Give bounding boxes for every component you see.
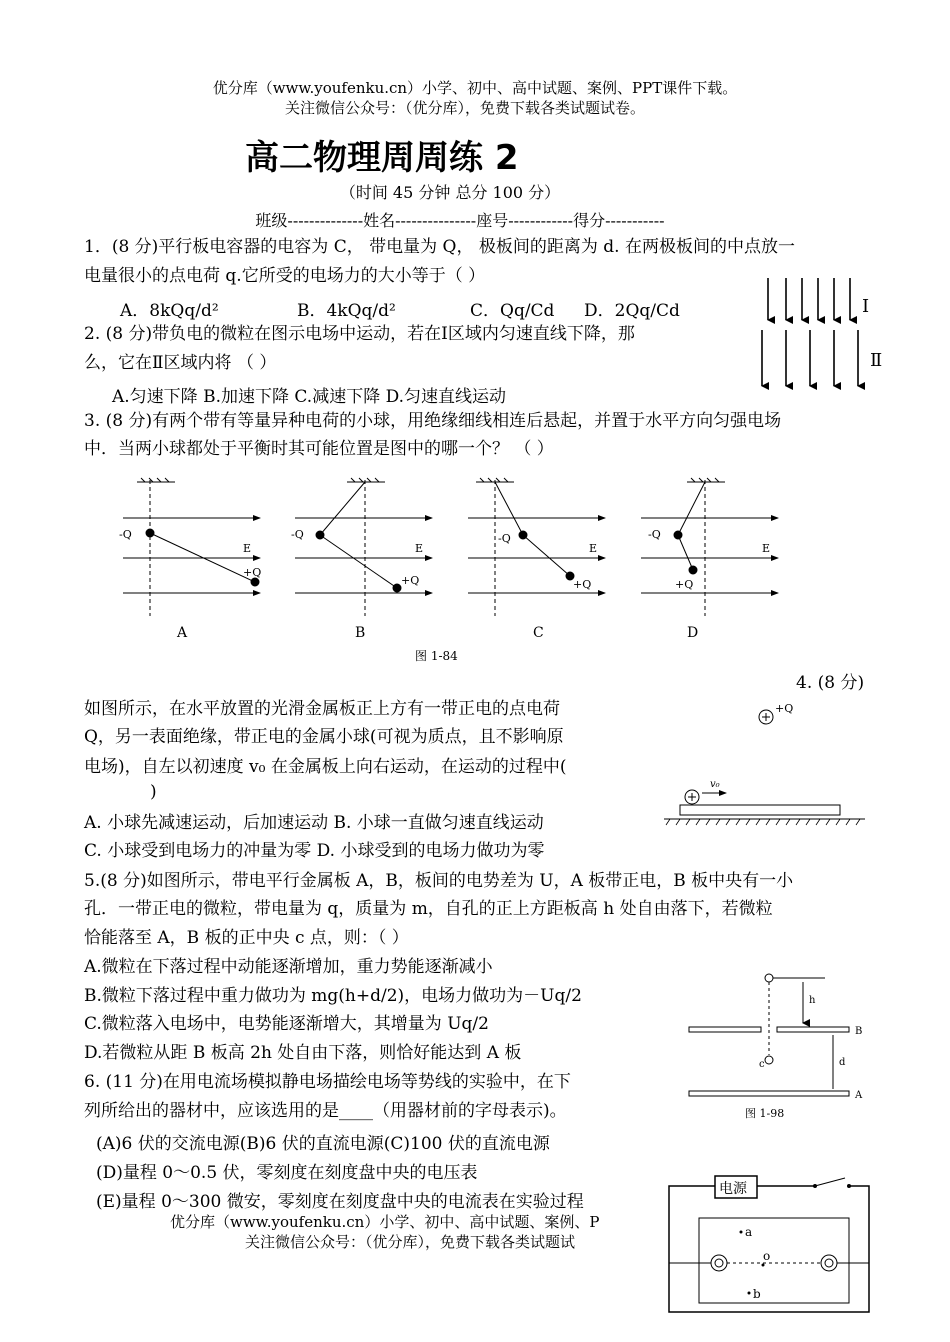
q3-line-1: 3. (8 分)有两个带有等量异种电荷的小球，用绝缘细线相连后悬起，并置于水平方向匀强电场 [84,411,782,431]
panel-b [295,478,432,616]
svg-text:-Q: -Q [498,532,511,545]
q4-velocity-label: v₀ [710,779,720,790]
svg-text:d: d [839,1057,846,1068]
q1-option-c: C．Qq/Cd [470,301,555,321]
header-line-2: 关注微信公众号：（优分库），免费下载各类试题试卷。 [284,99,645,117]
header-line-1: 优分库（www.youfenku.cn）小学、初中、高中试题、案例、PPT课件下载。 [212,79,738,97]
region-2-field-lines [762,330,858,386]
footer-line-1: 优分库（www.youfenku.cn）小学、初中、高中试题、案例、P [170,1213,600,1231]
region-2-label: Ⅱ [870,350,883,371]
info-line: 班级--------------姓名---------------座号------------得分----------- [255,211,665,230]
q5-option-a: A.微粒在下落过程中动能逐渐增加，重力势能逐渐减小 [84,957,493,977]
q5-option-d: D.若微粒从距 B 板高 2h 处自由下落，则恰好能达到 A 板 [84,1043,522,1063]
q2-options: A.匀速下降 B.加速下降 C.减速下降 D.匀速直线运动 [112,387,507,407]
q2-line-2: 么，它在Ⅱ区域内将 （ ） [84,353,277,373]
panel-c [468,478,605,616]
q5-figure [685,965,870,1125]
panel-b-label: B [355,625,366,641]
panel-d-label: D [687,625,699,641]
q1-line-1: 1．(8 分)平行板电容器的电容为 C， 带电量为 Q， 极板间的距离为 d. 在两极板间的中点放一 [84,237,795,257]
svg-text:-Q: -Q [648,528,661,541]
q6-line-1: 6. (11 分)在用电流场模拟静电场描绘电场等势线的实验中，在下 [84,1072,571,1092]
svg-text:+Q: +Q [573,578,592,591]
q5-c-label: c [759,1059,765,1070]
svg-text:E: E [415,542,424,555]
q6-option-d: (D)量程 0～0.5 伏，零刻度在刻度盘中央的电压表 [96,1163,478,1183]
q6-option-abc: (A)6 伏的交流电源(B)6 伏的直流电源(C)100 伏的直流电源 [96,1134,550,1154]
q4-line-2: Q，另一表面绝缘，带正电的金属小球(可视为质点，且不影响原 [84,727,564,747]
q1-option-d: D．2Qq/Cd [584,301,680,321]
q6-source-label: 电源 [719,1181,747,1197]
q2-field-figure [750,268,900,396]
q4-charge-label: +Q [775,702,794,715]
panel-a [123,478,260,616]
q5-plate-b-label: B [855,1026,863,1037]
q3-caption: 图 1-84 [415,649,458,663]
q5-line-2: 孔．一带正电的微粒，带电量为 q，质量为 m，自孔的正上方距板高 h 处自由落下，若微粒 [84,899,773,919]
q4-line-1: 如图所示，在水平放置的光滑金属板正上方有一带正电的点电荷 [84,699,560,719]
q5-line-1: 5.(8 分)如图所示，带电平行金属板 A，B，板间的电势差为 U，A 板带正电，B 板中央有一小 [84,871,794,891]
q5-caption: 图 1-98 [745,1107,785,1120]
panel-c-label: C [533,625,544,641]
q5-line-3: 恰能落至 A，B 板的正中央 c 点，则：（ ） [84,928,409,948]
svg-text:-Q: -Q [119,528,132,541]
svg-text:+Q: +Q [401,574,420,587]
q3-line-2: 中．当两小球都处于平衡时其可能位置是图中的哪一个？ （ ） [84,439,554,459]
page-title: 高二物理周周练 2 [245,138,519,178]
q4-options-ab: A. 小球先减速运动，后加速运动 B. 小球一直做匀速直线运动 [84,813,544,833]
svg-text:a: a [745,1225,753,1239]
svg-text:E: E [243,542,252,555]
q4-line-4: ) [150,782,157,802]
q4-score: 4. (8 分) [796,673,865,693]
svg-text:+Q: +Q [243,566,262,579]
svg-text:E: E [762,542,771,555]
q4-figure [660,695,870,830]
q5-plate-a-label: A [855,1090,863,1101]
svg-text:o: o [763,1249,771,1263]
panel-a-label: A [177,625,188,641]
footer-line-2: 关注微信公众号：（优分库），免费下载各类试题试 [245,1233,576,1251]
svg-text:E: E [589,542,598,555]
q4-line-3: 电场)，自左以初速度 v₀ 在金属板上向右运动，在运动的过程中( [84,757,567,777]
subtitle: （时间 45 分钟 总分 100 分） [339,183,561,202]
q3-figure [115,470,795,670]
q2-line-1: 2. (8 分)带负电的微粒在图示电场中运动，若在Ⅰ区域内匀速直线下降，那 [84,324,635,344]
q1-option-b: B．4kQq/d² [297,301,396,321]
q6-circuit-figure [665,1168,880,1318]
q1-option-a: A．8kQq/d² [120,301,219,321]
q6-line-2: 列所给出的器材中，应该选用的是____（用器材前的字母表示)。 [84,1101,567,1121]
region-1-field-lines [768,278,850,320]
q5-option-b: B.微粒下落过程中重力做功为 mg(h+d/2)，电场力做功为－Uq/2 [84,986,582,1006]
q6-option-e: (E)量程 0～300 微安，零刻度在刻度盘中央的电流表在实验过程 [96,1192,584,1212]
svg-text:h: h [809,995,816,1006]
panel-d [641,478,778,616]
region-1-label: Ⅰ [862,296,870,317]
q1-line-2: 电量很小的点电荷 q.它所受的电场力的大小等于（ ） [84,266,486,286]
svg-text:+Q: +Q [675,578,694,591]
q5-option-c: C.微粒落入电场中，电势能逐渐增大，其增量为 Uq/2 [84,1014,489,1034]
svg-text:b: b [753,1287,761,1301]
svg-text:-Q: -Q [291,528,304,541]
q4-options-cd: C. 小球受到电场力的冲量为零 D. 小球受到的电场力做功为零 [84,841,545,861]
